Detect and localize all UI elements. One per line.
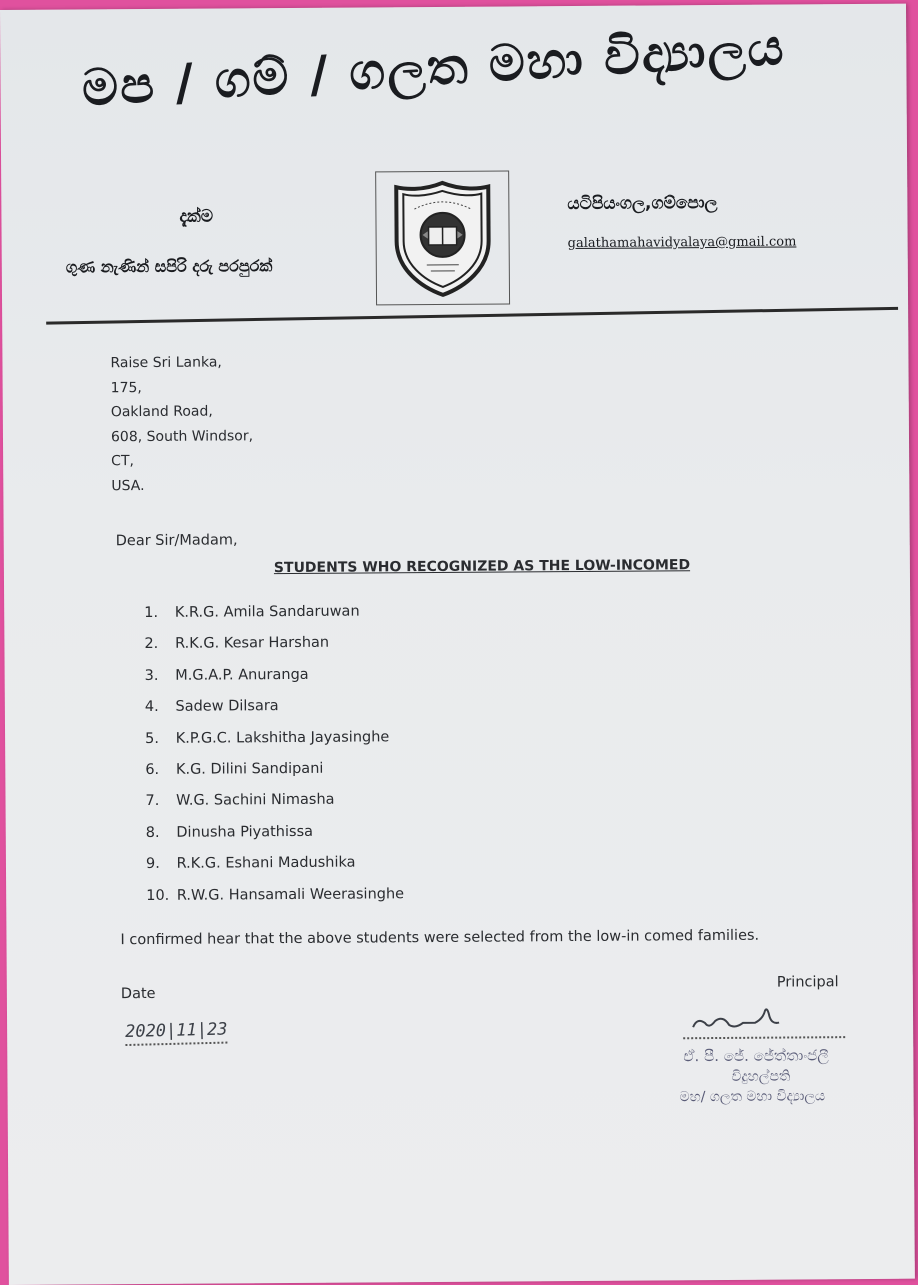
confirmation-statement: I confirmed hear that the above students were selected from the low-in comed families.: [120, 928, 759, 948]
recipient-line: CT,: [111, 448, 253, 473]
list-number: 1.: [144, 605, 170, 621]
recipient-address: [110, 350, 253, 498]
list-item: [146, 854, 404, 887]
list-number: 2.: [144, 636, 170, 652]
school-motto: ගුණ නැණින් සපිරි දරු පරපුරක්: [66, 256, 273, 277]
signature-scribble: [683, 1004, 845, 1037]
student-list: [144, 603, 404, 919]
list-item: [145, 729, 403, 762]
list-number: 6.: [145, 762, 171, 778]
school-address: යටිපියංගල,ගම්පොල: [567, 193, 717, 214]
principal-signature: [683, 1004, 845, 1039]
recipient-line: Oakland Road,: [111, 399, 253, 424]
letterhead-divider: [46, 307, 898, 325]
recipient-line: Raise Sri Lanka,: [110, 350, 252, 375]
student-name: R.K.G. Eshani Madushika: [177, 855, 356, 872]
list-number: 4.: [145, 699, 171, 715]
student-name: K.P.G.C. Lakshitha Jayasinghe: [176, 729, 390, 746]
letter-page: [0, 4, 915, 1285]
list-number: 9.: [146, 856, 172, 872]
student-name: M.G.A.P. Anuranga: [175, 667, 308, 684]
stamp-name: ඒ. පී. ජේ. ජේත්තාංජලී: [683, 1046, 829, 1065]
list-number: 8.: [146, 825, 172, 841]
list-item: [145, 666, 403, 699]
school-crest: [375, 170, 510, 305]
recipient-line: 608, South Windsor,: [111, 424, 253, 449]
date-label: Date: [121, 986, 156, 1002]
school-name-heading: මප / ගම් / ගලත මහා විද්‍යාලය: [80, 17, 802, 119]
stamp-title: විදුහල්පති: [731, 1069, 790, 1085]
list-item: [145, 697, 403, 730]
list-item: [146, 823, 404, 856]
list-item: [145, 792, 403, 825]
student-name: K.R.G. Amila Sandaruwan: [175, 604, 360, 621]
salutation: Dear Sir/Madam,: [116, 532, 238, 549]
student-name: R.W.G. Hansamali Weerasinghe: [177, 886, 404, 904]
list-item: [144, 603, 402, 636]
list-item: [144, 635, 402, 668]
crest-shield-icon: [392, 179, 493, 298]
student-name: R.K.G. Kesar Harshan: [175, 635, 329, 652]
recipient-line: USA.: [111, 473, 253, 498]
motto-heading: දැක්ම: [179, 207, 213, 227]
school-email: galathamahavidyalaya@gmail.com: [568, 234, 797, 251]
student-name: K.G. Dilini Sandipani: [176, 761, 324, 778]
list-number: 7.: [145, 793, 171, 809]
principal-label: Principal: [777, 974, 839, 990]
letter-subject: STUDENTS WHO RECOGNIZED AS THE LOW-INCOMED: [274, 557, 690, 576]
stamp-school: මහ/ ගලත මහා විද්‍යාලය: [680, 1088, 826, 1105]
recipient-line: 175,: [111, 375, 253, 400]
student-name: Dinusha Piyathissa: [176, 824, 313, 841]
list-number: 3.: [145, 668, 171, 684]
list-number: 10.: [146, 887, 172, 903]
list-item: [146, 886, 404, 919]
handwritten-date: 2020|11|23: [125, 1020, 228, 1046]
list-number: 5.: [145, 730, 171, 746]
student-name: Sadew Dilsara: [175, 698, 278, 715]
student-name: W.G. Sachini Nimasha: [176, 792, 334, 809]
list-item: [145, 760, 403, 793]
